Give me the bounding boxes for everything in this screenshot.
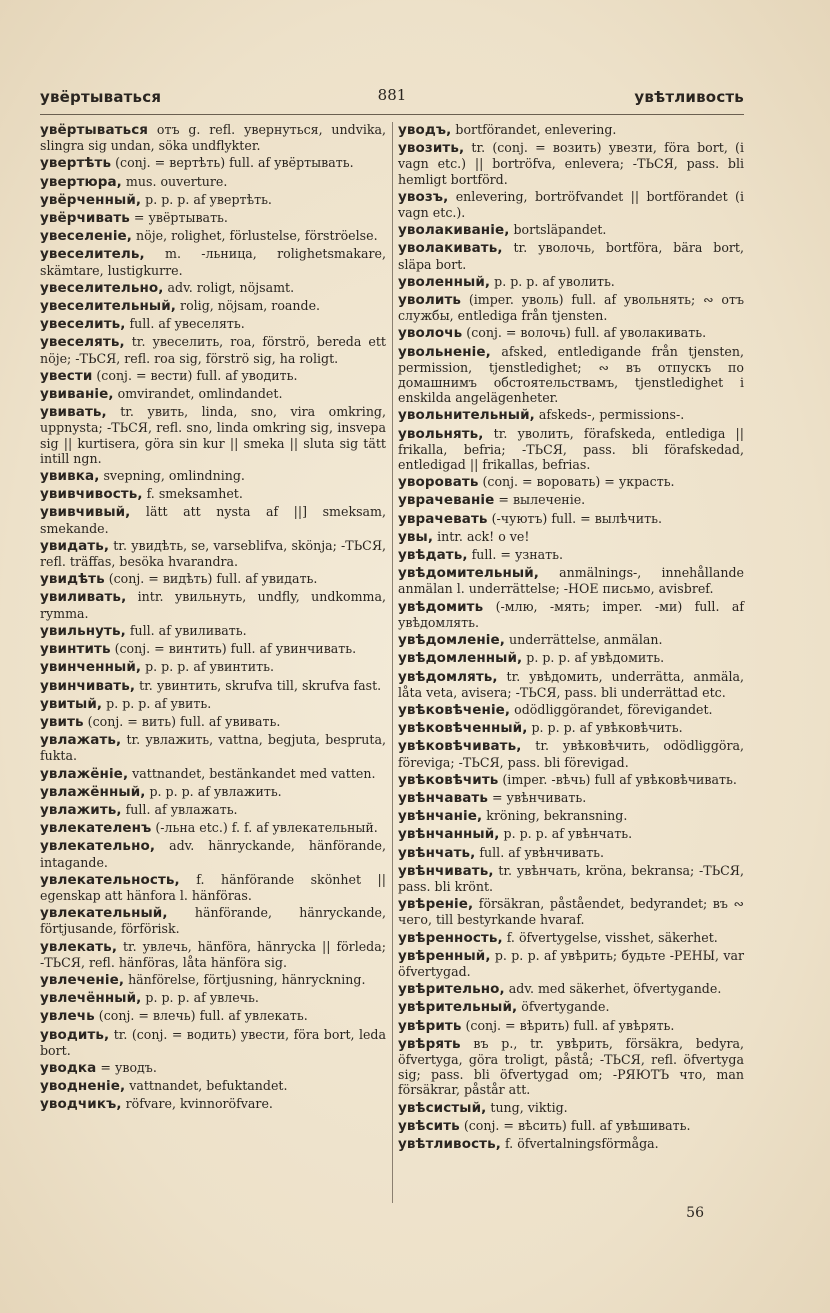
- entry-definition: (conj. = вѣрить) full. af увѣрять.: [461, 1017, 675, 1033]
- entry-definition: tr. увѣковѣчить, odödliggöra, föreviga; -ТЬСЯ, pass. bli förevigad.: [398, 738, 744, 770]
- dictionary-entry: [40, 192, 386, 208]
- entry-definition: hänförande, hänryckande, förtjusande, förförisk.: [40, 905, 386, 937]
- entry-headword: увиваніе,: [40, 386, 114, 403]
- dictionary-entry: [40, 820, 386, 836]
- entry-headword: увѣренный,: [398, 947, 491, 964]
- entry-headword: увлажить,: [40, 801, 122, 818]
- dictionary-entry: [398, 702, 744, 718]
- entry-definition: p. p. p. af увѣдомить.: [522, 650, 665, 666]
- entry-headword: уворовать: [398, 474, 479, 491]
- entry-headword: уволакиваніе,: [398, 222, 510, 239]
- dictionary-entry: [398, 981, 744, 997]
- entry-definition: f. smeksamhet.: [142, 486, 243, 502]
- entry-headword: увеселять,: [40, 334, 125, 351]
- entry-definition: p. p. p. af увлечь.: [141, 990, 259, 1006]
- entry-definition: = увѣнчивать.: [488, 789, 587, 805]
- entry-headword: увы,: [398, 528, 434, 545]
- entry-definition: (-млю, -мять; imper. -ми) full. af увѣдомлять.: [398, 598, 744, 630]
- entry-headword: увѣнчанный,: [398, 826, 500, 843]
- entry-headword: увивчивый,: [40, 504, 131, 521]
- signature-folio: 56: [686, 1205, 704, 1221]
- entry-headword: увеселительный,: [40, 298, 177, 315]
- entry-headword: уводка: [40, 1059, 97, 1076]
- entry-headword: увѣковѣчивать,: [398, 738, 522, 755]
- entry-headword: увёрчивать: [40, 210, 130, 227]
- entry-definition: (-льна etc.) f. f. af увлекательный.: [151, 820, 378, 836]
- entry-definition: (-чуютъ) full. = вылѣчить.: [487, 510, 662, 526]
- dictionary-entry: [398, 222, 744, 238]
- entry-definition: tr. уволочь, bortföra, bära bort, släpa bort.: [398, 240, 744, 272]
- entry-headword: увидать,: [40, 537, 110, 554]
- entry-headword: увѣтливость,: [398, 1135, 501, 1152]
- left-column: [40, 122, 386, 1115]
- entry-headword: увѣрить: [398, 1017, 462, 1034]
- entry-definition: adv. med säkerhet, öfvertygande.: [504, 981, 722, 997]
- dictionary-entry: [40, 1008, 386, 1024]
- entry-definition: (imper. уволь) full. af увольнять; ∾ отъ службы, entlediga från tjensten.: [398, 292, 744, 324]
- dictionary-entry: [398, 189, 744, 220]
- dictionary-entry: [40, 386, 386, 402]
- entry-headword: увертѣть: [40, 155, 112, 172]
- entry-headword: увѣковѣченный,: [398, 720, 528, 737]
- entry-headword: увѣреніе,: [398, 896, 474, 913]
- entry-headword: уволить: [398, 292, 462, 309]
- entry-headword: увольнять,: [398, 425, 484, 442]
- entry-definition: odödliggörandet, förevigandet.: [510, 701, 713, 717]
- entry-headword: увѣсистый,: [398, 1099, 487, 1116]
- dictionary-entry: [40, 990, 386, 1006]
- dictionary-entry: [398, 492, 744, 508]
- dictionary-entry: [398, 845, 744, 861]
- entry-definition: tr. увидѣть, se, varseblifva, skönja; -ТЬСЯ, refl. träffas, besöka hvarandra.: [40, 537, 386, 570]
- dictionary-entry: [40, 316, 386, 332]
- dictionary-entry: [40, 504, 386, 535]
- dictionary-entry: [40, 678, 386, 694]
- dictionary-entry: [40, 939, 386, 970]
- entry-headword: увѣдомленіе,: [398, 632, 505, 649]
- dictionary-entry: [40, 1027, 386, 1058]
- dictionary-entry: [398, 407, 744, 423]
- dictionary-entry: [398, 1036, 744, 1098]
- entry-definition: tr. увлажить, vattna, begjuta, bespruta, fukta.: [40, 732, 386, 764]
- dictionary-entry: [40, 298, 386, 314]
- entry-definition: omvirandet, omlindandet.: [113, 386, 283, 402]
- entry-definition: afsked, entledigande från tjensten, permission, tjenstledighet; ∾ въ отпускъ по домашнимъ обстоятельствамъ, tjenstledighet i enskilda angelägenheter.: [398, 343, 744, 406]
- entry-definition: underrättelse, anmälan.: [504, 632, 663, 648]
- entry-headword: увёрченный,: [40, 191, 142, 208]
- dictionary-entry: [40, 696, 386, 712]
- dictionary-entry: [40, 174, 386, 190]
- header-right-guide-word: увѣтливость: [634, 88, 744, 106]
- dictionary-entry: [398, 511, 744, 527]
- entry-definition: (conj. = видѣть) full. af увидать.: [104, 571, 318, 587]
- entry-definition: (conj. = влечь) full. af увлекать.: [94, 1008, 308, 1024]
- entry-definition: lätt att nysta af ||] smeksam, smekande.: [40, 504, 386, 536]
- dictionary-entry: [398, 720, 744, 736]
- entry-definition: = увёртывать.: [129, 210, 228, 226]
- dictionary-entry: [398, 140, 744, 187]
- entry-headword: увѣнчать,: [398, 844, 476, 861]
- dictionary-entry: [398, 325, 744, 341]
- dictionary-entry: [40, 155, 386, 171]
- dictionary-entry: [398, 474, 744, 490]
- page-header: [40, 86, 744, 115]
- entry-definition: (conj. = вертѣть) full. af увёртывать.: [111, 155, 354, 171]
- entry-headword: уволочь: [398, 325, 463, 342]
- entry-definition: m. -льница, rolighetsmakare, skämtare, lustigkurre.: [40, 246, 386, 278]
- entry-definition: bortförandet, enlevering.: [451, 122, 617, 137]
- dictionary-entry: [40, 905, 386, 936]
- entry-definition: (conj. = вести) full. af уводить.: [92, 367, 298, 383]
- dictionary-entry: [398, 930, 744, 946]
- entry-definition: p. p. p. af увить.: [102, 695, 212, 711]
- entry-definition: adv. roligt, nöjsamt.: [163, 279, 295, 295]
- entry-definition: въ p., tr. увѣрить, försäkra, bedyra, öfvertyga, göra troligt, påstå; -ТЬСЯ, refl. öfvertyga sig; pass. bli öfvertygad om; -РЯЮТЪ что, man försäkrar, påstår att.: [398, 1035, 744, 1098]
- dictionary-entry: [398, 863, 744, 894]
- dictionary-entry: [398, 650, 744, 666]
- dictionary-entry: [40, 623, 386, 639]
- entry-definition: tr. увеселить, roa, förströ, bereda ett nöje; -ТЬСЯ, refl. roa sig, förströ sig, ha roligt.: [40, 334, 386, 366]
- entry-definition: full. = узнать.: [467, 547, 563, 563]
- entry-headword: увертюра,: [40, 173, 122, 190]
- entry-headword: увозить,: [398, 140, 465, 157]
- dictionary-entry: [398, 1018, 744, 1034]
- entry-definition: full. af увиливать.: [125, 622, 247, 638]
- entry-definition: full. af увѣнчивать.: [475, 844, 605, 860]
- entry-definition: p. p. p. af уволить.: [490, 273, 615, 289]
- entry-headword: увёртываться: [40, 122, 149, 138]
- entry-headword: увинтить: [40, 641, 111, 658]
- entry-definition: hänförelse, förtjusning, hänryckning.: [124, 971, 366, 987]
- dictionary-entry: [40, 1078, 386, 1094]
- entry-definition: intr. ack! o ve!: [433, 528, 530, 544]
- entry-headword: увиливать,: [40, 589, 127, 606]
- entry-headword: увлеченіе,: [40, 971, 125, 988]
- dictionary-entry: [40, 972, 386, 988]
- entry-definition: svepning, omlindning.: [99, 468, 245, 484]
- dictionary-entry: [40, 228, 386, 244]
- dictionary-entry: [398, 240, 744, 271]
- entry-definition: p. p. p. af увѣнчать.: [499, 826, 633, 842]
- dictionary-entry: [40, 766, 386, 782]
- dictionary-entry: [40, 838, 386, 869]
- dictionary-entry: [398, 1136, 744, 1152]
- column-divider: [392, 122, 393, 1203]
- dictionary-entry: [398, 426, 744, 473]
- entry-headword: увеселительно,: [40, 279, 164, 296]
- entry-headword: уводненіе,: [40, 1078, 126, 1095]
- entry-headword: увеселитель,: [40, 246, 145, 263]
- dictionary-entry: [398, 808, 744, 824]
- entry-headword: увѣнчивать,: [398, 862, 494, 879]
- entry-headword: увидѣть: [40, 571, 105, 588]
- entry-headword: уврачевать: [398, 510, 488, 527]
- entry-definition: tr. уволить, förafskeda, entlediga || frikalla, befria; -ТЬСЯ, pass. bli förafskedad, entledigad || frikallas, befrias.: [398, 425, 744, 473]
- entry-definition: tr. (conj. = возить) увезти, föra bort, (i vagn etc.) || bortröfva, enlevera; -ТЬСЯ, pass. bli hemligt bortförd.: [398, 140, 744, 187]
- entry-definition: p. p. p. af увѣрить; будьте -РЕНЫ, var öfvertygad.: [398, 947, 744, 979]
- dictionary-entry: [398, 529, 744, 545]
- entry-definition: tr. увѣнчать, kröna, bekransa; -ТЬСЯ, pass. bli krönt.: [398, 862, 744, 894]
- dictionary-entry: [398, 274, 744, 290]
- entry-definition: afskeds-, permissions-.: [534, 407, 685, 423]
- dictionary-entry: [398, 122, 744, 138]
- entry-headword: увѣдомительный,: [398, 565, 539, 582]
- entry-headword: уводчикъ,: [40, 1096, 122, 1113]
- dictionary-entry: [398, 344, 744, 406]
- entry-headword: увѣрительный,: [398, 999, 518, 1016]
- entry-headword: уводъ,: [398, 122, 452, 138]
- dictionary-entry: [398, 632, 744, 648]
- entry-headword: увѣковѣчить: [398, 771, 499, 788]
- entry-definition: kröning, bekransning.: [482, 808, 628, 824]
- entry-headword: увѣсить: [398, 1117, 460, 1134]
- dictionary-entry: [398, 826, 744, 842]
- entry-headword: увлечь: [40, 1008, 95, 1025]
- entry-headword: увольненіе,: [398, 343, 491, 360]
- entry-definition: (imper. -вѣчь) full af увѣковѣчивать.: [498, 771, 737, 787]
- entry-definition: tr. увѣдомить, underrätta, anmäla, låta veta, avisera; -ТЬСЯ, pass. bli underrättad etc.: [398, 668, 744, 700]
- entry-headword: увѣнчаніе,: [398, 808, 483, 825]
- entry-definition: rolig, nöjsam, roande.: [176, 298, 321, 314]
- entry-headword: увольнительный,: [398, 407, 535, 424]
- dictionary-entry: [40, 486, 386, 502]
- entry-definition: full. af увлажать.: [121, 801, 238, 817]
- dictionary-entry: [40, 246, 386, 277]
- entry-definition: (conj. = винтить) full. af увинчивать.: [110, 641, 357, 657]
- entry-definition: tr. увинтить, skrufva till, skrufva fast.: [135, 677, 382, 693]
- entry-definition: tr. увлечь, hänföra, hänrycka || förleda; -ТЬСЯ, refl. hänföras, låta hänföra sig.: [40, 938, 386, 970]
- entry-definition: adv. hänryckande, hänförande, intagande.: [40, 838, 386, 870]
- entry-headword: увивать,: [40, 404, 107, 421]
- entry-headword: увѣрительно,: [398, 981, 505, 998]
- entry-headword: увозъ,: [398, 188, 449, 205]
- entry-definition: bortsläpandet.: [509, 222, 607, 238]
- page-number: 881: [377, 86, 407, 104]
- entry-definition: försäkran, påståendet, bedyrandet; въ ∾ чего, till bestyrkande hvaraf.: [398, 896, 744, 928]
- entry-headword: увлекательно,: [40, 838, 156, 855]
- dictionary-entry: [40, 714, 386, 730]
- dictionary-entry: [40, 210, 386, 226]
- entry-definition: mus. ouverture.: [121, 173, 228, 189]
- dictionary-entry: [40, 732, 386, 763]
- dictionary-entry: [40, 784, 386, 800]
- entry-headword: увеселить,: [40, 316, 126, 333]
- entry-headword: увести: [40, 367, 93, 384]
- dictionary-entry: [398, 292, 744, 323]
- dictionary-entry: [398, 547, 744, 563]
- dictionary-entry: [398, 1100, 744, 1116]
- entry-headword: увѣдомлять,: [398, 668, 498, 685]
- entry-headword: увеселеніе,: [40, 228, 133, 245]
- entry-headword: увѣдать,: [398, 547, 468, 564]
- entry-headword: увинченный,: [40, 659, 142, 676]
- dictionary-entry: [40, 404, 386, 466]
- dictionary-entry: [40, 368, 386, 384]
- entry-headword: уволенный,: [398, 273, 491, 290]
- dictionary-entry: [40, 802, 386, 818]
- entry-headword: уволакивать,: [398, 240, 503, 257]
- entry-definition: f. öfvertalningsförmåga.: [500, 1135, 659, 1151]
- dictionary-entry: [40, 538, 386, 569]
- dictionary-entry: [398, 948, 744, 979]
- dictionary-entry: [40, 1060, 386, 1076]
- entry-headword: увить: [40, 713, 84, 730]
- entry-definition: p. p. p. af увертѣть.: [141, 191, 272, 207]
- entry-definition: nöje, rolighet, förlustelse, förströelse.: [132, 228, 378, 244]
- entry-definition: röfvare, kvinnoröfvare.: [121, 1096, 273, 1112]
- entry-headword: увѣдомленный,: [398, 650, 523, 667]
- dictionary-entry: [40, 571, 386, 587]
- entry-definition: vattnandet, bestänkandet med vatten.: [128, 765, 376, 781]
- entry-definition: = уводъ.: [96, 1059, 157, 1075]
- entry-definition: (conj. = вѣсить) full. af увѣшивать.: [459, 1117, 691, 1133]
- entry-definition: p. p. p. af увлажить.: [145, 783, 282, 799]
- entry-definition: f. öfvertygelse, visshet, säkerhet.: [502, 929, 718, 945]
- dictionary-entry: [40, 641, 386, 657]
- entry-definition: отъ g. refl. увернуться, undvika, slingra sig undan, söka undflykter.: [40, 122, 386, 154]
- entry-headword: увильнуть,: [40, 622, 126, 639]
- dictionary-entry: [398, 790, 744, 806]
- entry-definition: (conj. = вить) full. af увивать.: [83, 713, 281, 729]
- entry-headword: увлекательный,: [40, 905, 168, 922]
- entry-definition: (conj. = воровать) = украсть.: [478, 474, 675, 490]
- dictionary-entry: [398, 999, 744, 1015]
- entry-headword: увѣковѣченіе,: [398, 701, 511, 718]
- entry-definition: p. p. p. af увѣковѣчить.: [527, 720, 683, 736]
- entry-headword: увѣрять: [398, 1035, 461, 1052]
- entry-definition: (conj. = волочь) full. af уволакивать.: [462, 325, 707, 341]
- entry-definition: enlevering, bortröfvandet || bortförandet (i vagn etc.).: [398, 188, 744, 221]
- entry-headword: уврачеваніе: [398, 492, 495, 509]
- entry-headword: увлажённый,: [40, 783, 146, 800]
- dictionary-entry: [398, 1118, 744, 1134]
- entry-headword: увѣренность,: [398, 929, 503, 946]
- entry-headword: увивка,: [40, 468, 100, 485]
- entry-definition: vattnandet, befuktandet.: [125, 1078, 288, 1094]
- dictionary-entry: [40, 468, 386, 484]
- dictionary-entry: [40, 280, 386, 296]
- entry-headword: увитый,: [40, 695, 103, 712]
- dictionary-entry: [398, 565, 744, 596]
- dictionary-columns: [40, 122, 744, 1223]
- entry-definition: full. af увеселять.: [125, 316, 245, 332]
- entry-headword: увѣнчавать: [398, 789, 488, 806]
- entry-headword: увлекать,: [40, 938, 118, 955]
- entry-headword: увлекателенъ: [40, 820, 152, 837]
- entry-definition: intr. увильнуть, undfly, undkomma, rymma.: [40, 589, 386, 621]
- entry-definition: anmälnings-, innehållande anmälan l. underrättelse; -НОЕ письмо, avisbref.: [398, 565, 744, 597]
- dictionary-entry: [398, 896, 744, 927]
- entry-definition: tung, viktig.: [486, 1099, 568, 1115]
- entry-headword: увлажать,: [40, 732, 122, 749]
- header-left-guide-word: увёртываться: [40, 88, 162, 106]
- dictionary-entry: [398, 738, 744, 769]
- dictionary-entry: [40, 334, 386, 365]
- entry-definition: öfvertygande.: [517, 999, 610, 1015]
- dictionary-entry: [40, 1096, 386, 1112]
- dictionary-entry: [40, 659, 386, 675]
- entry-definition: p. p. p. af увинтить.: [141, 659, 274, 675]
- dictionary-entry: [40, 872, 386, 903]
- entry-headword: увѣдомить: [398, 598, 484, 615]
- entry-headword: увлечённый,: [40, 990, 142, 1007]
- dictionary-entry: [398, 772, 744, 788]
- right-column: [398, 122, 744, 1154]
- entry-headword: увлекательность,: [40, 871, 180, 888]
- dictionary-entry: [40, 122, 386, 153]
- entry-headword: уводить,: [40, 1026, 110, 1043]
- entry-headword: увинчивать,: [40, 677, 136, 694]
- entry-definition: tr. (conj. = водить) увести, föra bort, leda bort.: [40, 1026, 386, 1058]
- entry-definition: f. hänförande skönhet || egenskap att hänfora l. hänföras.: [40, 871, 386, 903]
- entry-definition: tr. увить, linda, sno, vira omkring, uppnysta; -ТЬСЯ, refl. sno, linda omkring sig, insvepa sig || kurtisera, göra sin kur || smeka || sluta sig tätt intill ngn.: [40, 404, 386, 466]
- entry-headword: увивчивость,: [40, 486, 143, 503]
- entry-definition: = вылеченіе.: [494, 492, 586, 508]
- entry-headword: увлажёніе,: [40, 765, 129, 782]
- dictionary-entry: [40, 589, 386, 620]
- dictionary-entry: [398, 669, 744, 700]
- dictionary-entry: [398, 599, 744, 630]
